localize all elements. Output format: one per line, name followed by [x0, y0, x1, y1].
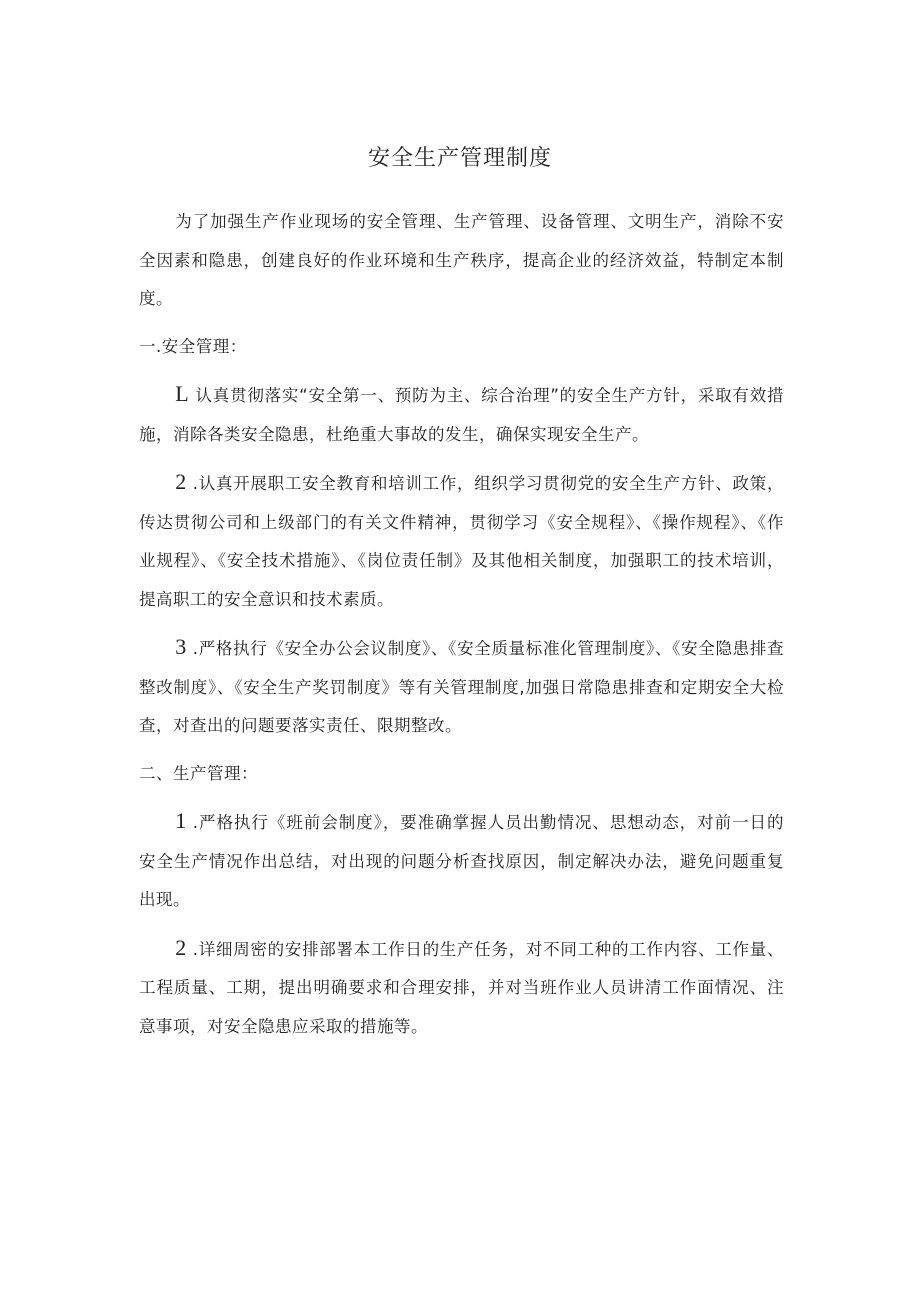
production-item-2	[139, 929, 784, 1047]
intro-paragraph: 为了加强生产作业现场的安全管理、生产管理、设备管理、文明生产，消除不安全因素和隐患，创建良好的作业环境和生产秩序，提高企业的经济效益，特制定本制度。	[139, 212, 784, 308]
item-text: .详细周密的安排部署本工作日的生产任务，对不同工种的工作内容、工作量、工程质量、工期，提出明确要求和合理安排，并对当班作业人员讲清工作面情况、注意事项，对安全隐患应采取的措施等。	[139, 939, 784, 1036]
document-title: 安全生产管理制度	[367, 146, 552, 171]
item-number: 1	[175, 808, 187, 833]
production-item-1	[139, 802, 784, 920]
item-number: 3	[175, 634, 187, 659]
item-text: .认真开展职工安全教育和培训工作，组织学习贯彻党的安全生产方针、政策，传达贯彻公司和上级部门的有关文件精神，贯彻学习《安全规程》、《操作规程》、《作业规程》、《安全技术措施》、《岗位责任制》及其他相关制度，加强职工的技术培训，提高职工的安全意识和技术素质。	[139, 474, 784, 609]
item-number: 2	[175, 934, 187, 960]
section-heading-safety: 一.安全管理：	[139, 336, 247, 356]
item-text: 认真贯彻落实“安全第一、预防为主、综合治理”的安全生产方针，采取有效措施，消除各类安全隐患，杜绝重大事故的发生，确保实现安全生产。	[139, 386, 784, 444]
safety-item-1	[139, 375, 784, 454]
safety-item-2	[139, 463, 784, 619]
item-text: .严格执行《安全办公会议制度》、《安全质量标准化管理制度》、《安全隐患排查整改制度》、《安全生产奖罚制度》等有关管理制度,加强日常隐患排查和定期安全大检查，对查出的问题要落实责任、限期整改。	[139, 639, 784, 735]
section-heading-production: 二、生产管理：	[139, 763, 258, 783]
safety-item-3	[139, 628, 784, 746]
item-number: L	[175, 381, 190, 406]
item-number: 2	[175, 469, 187, 494]
item-text: .严格执行《班前会制度》，要准确掌握人员出勤情况、思想动态，对前一日的安全生产情况作出总结，对出现的问题分析查找原因，制定解决办法，避免问题重复出现。	[139, 813, 784, 909]
document-body	[139, 203, 784, 1055]
